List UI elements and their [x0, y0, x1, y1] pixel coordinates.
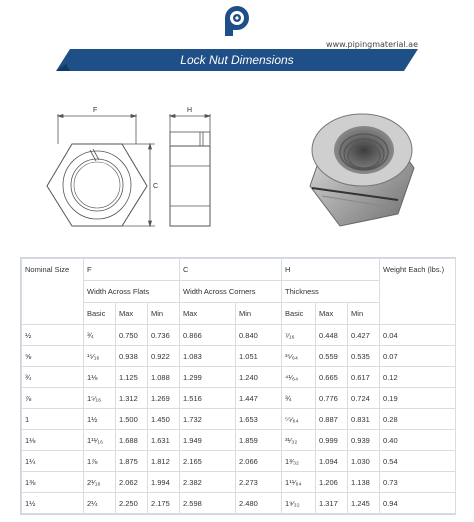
cell-h-min: 0.617 — [348, 367, 380, 388]
cell-c-min: 2.273 — [236, 472, 282, 493]
cell-c-min: 2.066 — [236, 451, 282, 472]
cell-nominal: 1 — [22, 409, 84, 430]
label-c: C — [153, 183, 159, 190]
table-row — [22, 493, 456, 514]
piping-material-logo — [219, 4, 255, 40]
cell-c-min: 1.051 — [236, 346, 282, 367]
header-h: H — [282, 259, 380, 281]
cell-f-min: 1.631 — [148, 430, 180, 451]
cell-f-min: 1.450 — [148, 409, 180, 430]
page-title: Lock Nut Dimensions — [180, 53, 294, 67]
label-f: F — [93, 107, 98, 114]
cell-c-max: 2.382 — [180, 472, 236, 493]
cell-c-min: 2.480 — [236, 493, 282, 514]
cell-nominal: ⅝ — [22, 346, 84, 367]
cell-c-max: 2.165 — [180, 451, 236, 472]
cell-nominal: ¾ — [22, 367, 84, 388]
cell-f-min: 1.994 — [148, 472, 180, 493]
cell-f-min: 2.175 — [148, 493, 180, 514]
cell-nominal: 1⅛ — [22, 430, 84, 451]
cell-h-max: 0.559 — [316, 346, 348, 367]
cell-h-basic: ⁷⁄₁₆ — [282, 325, 316, 346]
cell-f-max: 1.125 — [116, 367, 148, 388]
cell-c-min: 1.859 — [236, 430, 282, 451]
header-h-basic: Basic — [282, 303, 316, 325]
header-thickness: Thickness — [282, 281, 380, 303]
cell-h-min: 0.939 — [348, 430, 380, 451]
label-h: H — [187, 107, 193, 114]
cell-weight: 0.12 — [380, 367, 456, 388]
cell-h-max: 0.887 — [316, 409, 348, 430]
cell-c-max: 1.732 — [180, 409, 236, 430]
cell-weight: 0.07 — [380, 346, 456, 367]
cell-f-min: 1.269 — [148, 388, 180, 409]
header-c-max: Max — [180, 303, 236, 325]
cell-h-min: 0.427 — [348, 325, 380, 346]
cell-h-min: 1.138 — [348, 472, 380, 493]
table-row — [22, 388, 456, 409]
cell-h-basic: 1⁹⁄₃₂ — [282, 493, 316, 514]
table-row — [22, 451, 456, 472]
header-f-max: Max — [116, 303, 148, 325]
cell-h-max: 1.094 — [316, 451, 348, 472]
cell-weight: 0.40 — [380, 430, 456, 451]
table-row — [22, 367, 456, 388]
cell-h-basic: 1¹¹⁄₆₄ — [282, 472, 316, 493]
dimensions-table — [20, 257, 456, 515]
cell-h-basic: ³¹⁄₃₂ — [282, 430, 316, 451]
cell-h-min: 0.535 — [348, 346, 380, 367]
lock-nut-photo — [288, 96, 428, 236]
cell-h-min: 1.245 — [348, 493, 380, 514]
cell-f-basic: 1⅛ — [84, 367, 116, 388]
cell-f-min: 0.922 — [148, 346, 180, 367]
cell-h-basic: 1³⁄₃₂ — [282, 451, 316, 472]
website-url: www.pipingmaterial.ae — [326, 40, 418, 49]
cell-f-max: 2.250 — [116, 493, 148, 514]
cell-weight: 0.28 — [380, 409, 456, 430]
cell-weight: 0.04 — [380, 325, 456, 346]
cell-f-max: 1.875 — [116, 451, 148, 472]
cell-nominal: ½ — [22, 325, 84, 346]
table-row — [22, 430, 456, 451]
cell-h-min: 1.030 — [348, 451, 380, 472]
cell-f-basic: 1¹¹⁄₁₆ — [84, 430, 116, 451]
cell-f-basic: 2¼ — [84, 493, 116, 514]
cell-f-min: 1.088 — [148, 367, 180, 388]
cell-h-max: 0.999 — [316, 430, 348, 451]
cell-c-min: 1.240 — [236, 367, 282, 388]
cell-weight: 0.19 — [380, 388, 456, 409]
cell-nominal: 1½ — [22, 493, 84, 514]
cell-f-max: 2.062 — [116, 472, 148, 493]
cell-f-basic: 1⅞ — [84, 451, 116, 472]
header-h-max: Max — [316, 303, 348, 325]
cell-h-min: 0.831 — [348, 409, 380, 430]
cell-f-basic: ¾ — [84, 325, 116, 346]
cell-h-basic: ³⁵⁄₆₄ — [282, 346, 316, 367]
cell-h-min: 0.724 — [348, 388, 380, 409]
header-c-min: Min — [236, 303, 282, 325]
cell-c-max: 0.866 — [180, 325, 236, 346]
cell-f-min: 1.812 — [148, 451, 180, 472]
header-f-basic: Basic — [84, 303, 116, 325]
cell-weight: 0.73 — [380, 472, 456, 493]
cell-c-max: 1.516 — [180, 388, 236, 409]
cell-f-basic: 1⁵⁄₁₆ — [84, 388, 116, 409]
cell-f-basic: 1½ — [84, 409, 116, 430]
cell-f-max: 1.688 — [116, 430, 148, 451]
title-banner — [56, 49, 418, 71]
header-h-min: Min — [348, 303, 380, 325]
cell-f-min: 0.736 — [148, 325, 180, 346]
header-c: C — [180, 259, 282, 281]
cell-c-max: 1.949 — [180, 430, 236, 451]
cell-f-max: 0.750 — [116, 325, 148, 346]
cell-weight: 0.94 — [380, 493, 456, 514]
table-row — [22, 472, 456, 493]
cell-h-max: 0.665 — [316, 367, 348, 388]
cell-f-max: 1.312 — [116, 388, 148, 409]
cell-h-basic: ¾ — [282, 388, 316, 409]
cell-weight: 0.54 — [380, 451, 456, 472]
nut-technical-drawing — [40, 104, 220, 234]
header-f: F — [84, 259, 180, 281]
cell-f-basic: ¹⁵⁄₁₆ — [84, 346, 116, 367]
cell-f-max: 0.938 — [116, 346, 148, 367]
cell-c-min: 1.447 — [236, 388, 282, 409]
header-f-min: Min — [148, 303, 180, 325]
cell-c-max: 1.299 — [180, 367, 236, 388]
table-row — [22, 346, 456, 367]
header-weight: Weight Each (lbs.) — [380, 259, 456, 325]
cell-nominal: ⅞ — [22, 388, 84, 409]
cell-h-max: 1.317 — [316, 493, 348, 514]
cell-h-max: 0.448 — [316, 325, 348, 346]
cell-c-max: 2.598 — [180, 493, 236, 514]
cell-h-basic: ⁴¹⁄₆₄ — [282, 367, 316, 388]
cell-nominal: 1⅜ — [22, 472, 84, 493]
cell-nominal: 1¼ — [22, 451, 84, 472]
cell-c-min: 1.653 — [236, 409, 282, 430]
header-nominal-size: Nominal Size — [22, 259, 84, 325]
header-width-across-flats: Width Across Flats — [84, 281, 180, 303]
header-width-across-corners: Width Across Corners — [180, 281, 282, 303]
cell-c-max: 1.083 — [180, 346, 236, 367]
table-row — [22, 325, 456, 346]
table-row — [22, 409, 456, 430]
cell-f-basic: 2¹⁄₁₆ — [84, 472, 116, 493]
cell-c-min: 0.840 — [236, 325, 282, 346]
cell-h-basic: ⁵⁵⁄₆₄ — [282, 409, 316, 430]
cell-h-max: 0.776 — [316, 388, 348, 409]
cell-f-max: 1.500 — [116, 409, 148, 430]
cell-h-max: 1.206 — [316, 472, 348, 493]
